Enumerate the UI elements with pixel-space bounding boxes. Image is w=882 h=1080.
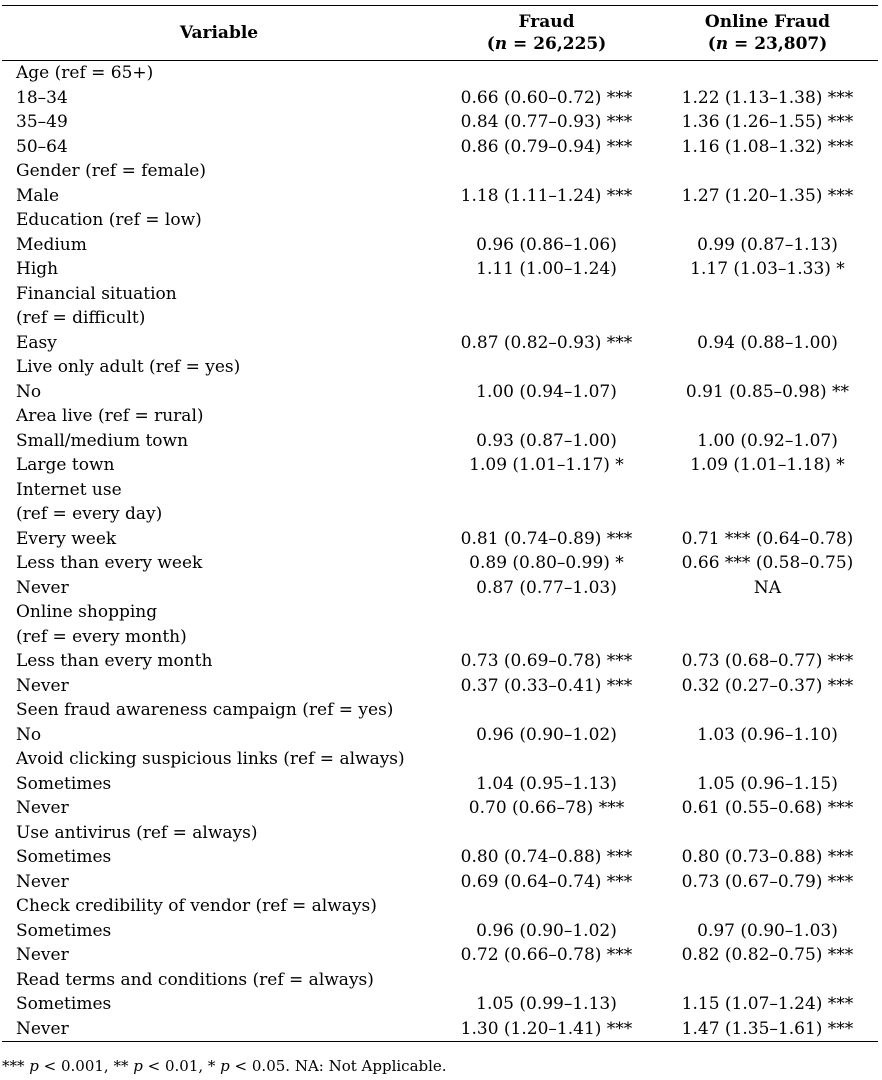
online-fraud-value: 0.66 *** (0.58–0.75) — [681, 553, 854, 573]
table-row — [2, 919, 878, 944]
row-label: Less than every month — [16, 651, 213, 671]
online-fraud-value — [657, 894, 878, 919]
table-row — [2, 1017, 878, 1042]
row-label: Sometimes — [16, 994, 112, 1014]
online-fraud-value: 1.36 (1.26–1.55) *** — [681, 112, 854, 132]
fraud-value: 0.89 (0.80–0.99) * — [469, 553, 624, 573]
online-fraud-value: NA — [753, 577, 782, 598]
table-row — [2, 796, 878, 821]
online-fraud-value — [657, 821, 878, 846]
row-label: High — [16, 259, 59, 279]
table-row — [2, 478, 878, 503]
header-fraud-title: Fraud — [518, 12, 575, 32]
results-table — [2, 5, 878, 1042]
row-label: Small/medium town — [16, 430, 189, 451]
table-row — [2, 992, 878, 1017]
fraud-value — [436, 625, 657, 650]
footnote-na: < 0.05. NA: Not Applicable. — [229, 1057, 447, 1075]
fraud-value — [436, 600, 657, 625]
row-label: Avoid clicking suspicious links (ref = always) — [16, 749, 405, 769]
online-fraud-value — [657, 306, 878, 331]
row-label: Never — [16, 675, 69, 696]
online-fraud-value — [657, 208, 878, 233]
row-label: Online shopping — [16, 602, 158, 622]
fraud-value: 0.87 (0.77–1.03) — [476, 577, 617, 598]
header-online-fraud: Online Fraud (n = 23,807) — [657, 6, 878, 61]
fraud-value: 1.05 (0.99–1.13) — [476, 994, 617, 1014]
row-label: 50–64 — [16, 136, 68, 157]
table-row — [2, 821, 878, 846]
header-online-title: Online Fraud — [704, 12, 831, 32]
fraud-value: 0.96 (0.86–1.06) — [476, 234, 617, 255]
fraud-value — [436, 968, 657, 993]
table-row — [2, 233, 878, 258]
row-label: Internet use — [16, 479, 122, 500]
fraud-value — [436, 478, 657, 503]
fraud-value — [436, 821, 657, 846]
row-label: Never — [16, 798, 69, 818]
table-header — [2, 6, 878, 61]
footnote-sig1: *** — [2, 1057, 30, 1075]
table-row — [2, 698, 878, 723]
row-label: Gender (ref = female) — [16, 161, 206, 181]
table-row — [2, 649, 878, 674]
table-row — [2, 870, 878, 895]
row-label: No — [16, 724, 42, 745]
table-row — [2, 600, 878, 625]
row-label: Never — [16, 577, 69, 598]
table-row — [2, 527, 878, 552]
table-row — [2, 894, 878, 919]
fraud-value: 1.00 (0.94–1.07) — [476, 381, 617, 402]
table-row — [2, 943, 878, 968]
online-fraud-value: 1.03 (0.96–1.10) — [697, 724, 838, 745]
fraud-value: 1.04 (0.95–1.13) — [476, 773, 617, 794]
header-fraud-n-value: = 26,225) — [507, 34, 607, 54]
row-label: 18–34 — [16, 87, 68, 108]
table-row — [2, 257, 878, 282]
fraud-value: 0.69 (0.64–0.74) *** — [460, 871, 633, 892]
online-fraud-value — [657, 61, 878, 86]
row-label: Sometimes — [16, 847, 112, 867]
fraud-value — [436, 159, 657, 184]
fraud-value: 0.86 (0.79–0.94) *** — [460, 136, 633, 157]
fraud-value: 1.18 (1.11–1.24) *** — [460, 185, 633, 206]
online-fraud-value: 0.82 (0.82–0.75) *** — [681, 945, 854, 965]
row-label: (ref = difficult) — [16, 308, 146, 328]
fraud-value: 0.81 (0.74–0.89) *** — [460, 528, 633, 549]
table-row — [2, 551, 878, 576]
fraud-value: 1.11 (1.00–1.24) — [476, 259, 617, 279]
row-label: 35–49 — [16, 112, 68, 132]
table-row — [2, 404, 878, 429]
table-row — [2, 208, 878, 233]
table-footnote — [2, 1056, 447, 1076]
table-row — [2, 355, 878, 380]
online-fraud-value: 1.05 (0.96–1.15) — [697, 773, 838, 794]
online-fraud-value: 1.22 (1.13–1.38) *** — [681, 87, 854, 108]
table-row — [2, 576, 878, 601]
fraud-value — [436, 61, 657, 86]
online-fraud-value: 0.97 (0.90–1.03) — [697, 920, 838, 941]
fraud-value — [436, 502, 657, 527]
row-label: Never — [16, 945, 69, 965]
table-body — [2, 61, 878, 1042]
header-variable: Variable — [2, 6, 436, 61]
row-label: (ref = every day) — [16, 504, 163, 524]
fraud-value — [436, 306, 657, 331]
fraud-value — [436, 698, 657, 723]
online-fraud-value — [657, 159, 878, 184]
online-fraud-value — [657, 698, 878, 723]
table-row — [2, 453, 878, 478]
table-row — [2, 380, 878, 405]
row-label: Use antivirus (ref = always) — [16, 822, 258, 843]
row-label: Less than every week — [16, 553, 203, 573]
online-fraud-value: 1.09 (1.01–1.18) * — [690, 455, 845, 475]
online-fraud-value: 1.15 (1.07–1.24) *** — [681, 994, 854, 1014]
fraud-value — [436, 355, 657, 380]
online-fraud-value: 0.94 (0.88–1.00) — [697, 332, 838, 353]
online-fraud-value: 0.80 (0.73–0.88) *** — [681, 847, 854, 867]
row-label: Check credibility of vendor (ref = always) — [16, 896, 377, 916]
header-online-n-value: = 23,807) — [728, 34, 828, 54]
header-fraud-n-label: n — [494, 34, 508, 54]
footnote-p1: p — [29, 1057, 39, 1075]
fraud-value: 0.70 (0.66–78) *** — [468, 798, 625, 818]
table-row — [2, 86, 878, 111]
row-label: (ref = every month) — [16, 626, 187, 647]
table-row — [2, 331, 878, 356]
table-row — [2, 110, 878, 135]
online-fraud-value: 0.73 (0.67–0.79) *** — [681, 871, 854, 892]
online-fraud-value: 0.32 (0.27–0.37) *** — [681, 675, 854, 696]
row-label: Seen fraud awareness campaign (ref = yes) — [16, 700, 394, 720]
fraud-value: 0.87 (0.82–0.93) *** — [460, 332, 633, 353]
fraud-value: 0.84 (0.77–0.93) *** — [460, 112, 633, 132]
table-row — [2, 845, 878, 870]
fraud-value — [436, 282, 657, 307]
row-label: Live only adult (ref = yes) — [16, 357, 241, 377]
row-label: Every week — [16, 528, 117, 549]
online-fraud-value: 0.99 (0.87–1.13) — [697, 234, 838, 255]
row-label: Sometimes — [16, 920, 112, 941]
row-label: Never — [16, 871, 69, 892]
online-fraud-value — [657, 968, 878, 993]
fraud-value: 0.37 (0.33–0.41) *** — [460, 675, 633, 696]
fraud-value: 0.66 (0.60–0.72) *** — [460, 87, 633, 108]
online-fraud-value: 1.17 (1.03–1.33) * — [690, 259, 845, 279]
table-row — [2, 135, 878, 160]
online-fraud-value — [657, 355, 878, 380]
fraud-value: 1.30 (1.20–1.41) *** — [436, 1017, 657, 1042]
row-label: Area live (ref = rural) — [16, 406, 204, 426]
table-row — [2, 625, 878, 650]
fraud-value: 1.09 (1.01–1.17) * — [469, 455, 624, 475]
table-row — [2, 159, 878, 184]
online-fraud-value: 0.91 (0.85–0.98) ** — [685, 381, 850, 402]
fraud-value — [436, 894, 657, 919]
row-label: Financial situation — [16, 283, 177, 304]
row-label: Sometimes — [16, 773, 112, 794]
fraud-value: 0.73 (0.69–0.78) *** — [460, 651, 633, 671]
footnote-sig2: < 0.001, ** — [38, 1057, 134, 1075]
online-fraud-value — [657, 404, 878, 429]
header-online-n-label: n — [715, 34, 729, 54]
online-fraud-value: 1.16 (1.08–1.32) *** — [681, 136, 854, 157]
online-fraud-value — [657, 747, 878, 772]
fraud-value: 0.72 (0.66–0.78) *** — [460, 945, 633, 965]
online-fraud-value — [657, 282, 878, 307]
table-row — [2, 184, 878, 209]
row-label: Read terms and conditions (ref = always) — [16, 969, 374, 990]
table-row — [2, 968, 878, 993]
row-label: Male — [16, 185, 60, 206]
table-row — [2, 282, 878, 307]
fraud-value: 0.93 (0.87–1.00) — [476, 430, 617, 451]
fraud-value — [436, 208, 657, 233]
online-fraud-value: 0.73 (0.68–0.77) *** — [681, 651, 854, 671]
footnote-p2: p — [133, 1057, 143, 1075]
online-fraud-value: 1.00 (0.92–1.07) — [697, 430, 838, 451]
table-row — [2, 674, 878, 699]
row-label: Education (ref = low) — [16, 210, 202, 230]
footnote-p3: p — [220, 1057, 230, 1075]
header-fraud: Fraud (n = 26,225) — [436, 6, 657, 61]
table-row — [2, 61, 878, 86]
table-row — [2, 429, 878, 454]
fraud-value: 0.96 (0.90–1.02) — [476, 724, 617, 745]
fraud-value — [436, 747, 657, 772]
fraud-value: 0.96 (0.90–1.02) — [476, 920, 617, 941]
row-label: Medium — [16, 234, 87, 255]
table-row — [2, 502, 878, 527]
online-fraud-value — [657, 625, 878, 650]
online-fraud-value: 1.47 (1.35–1.61) *** — [657, 1017, 878, 1042]
online-fraud-value: 1.27 (1.20–1.35) *** — [681, 185, 854, 206]
table-row — [2, 747, 878, 772]
table-row — [2, 723, 878, 748]
row-label: No — [16, 381, 42, 402]
fraud-value: 0.80 (0.74–0.88) *** — [460, 847, 633, 867]
online-fraud-value — [657, 478, 878, 503]
online-fraud-value — [657, 502, 878, 527]
row-label: Never — [2, 1017, 436, 1042]
footnote-sig3: < 0.01, * — [142, 1057, 221, 1075]
online-fraud-value — [657, 600, 878, 625]
online-fraud-value: 0.61 (0.55–0.68) *** — [681, 798, 854, 818]
row-label: Large town — [16, 455, 115, 475]
fraud-value — [436, 404, 657, 429]
row-label: Age (ref = 65+) — [16, 63, 154, 83]
row-label: Easy — [16, 332, 57, 353]
table-row — [2, 306, 878, 331]
online-fraud-value: 0.71 *** (0.64–0.78) — [681, 528, 854, 549]
table-row — [2, 772, 878, 797]
